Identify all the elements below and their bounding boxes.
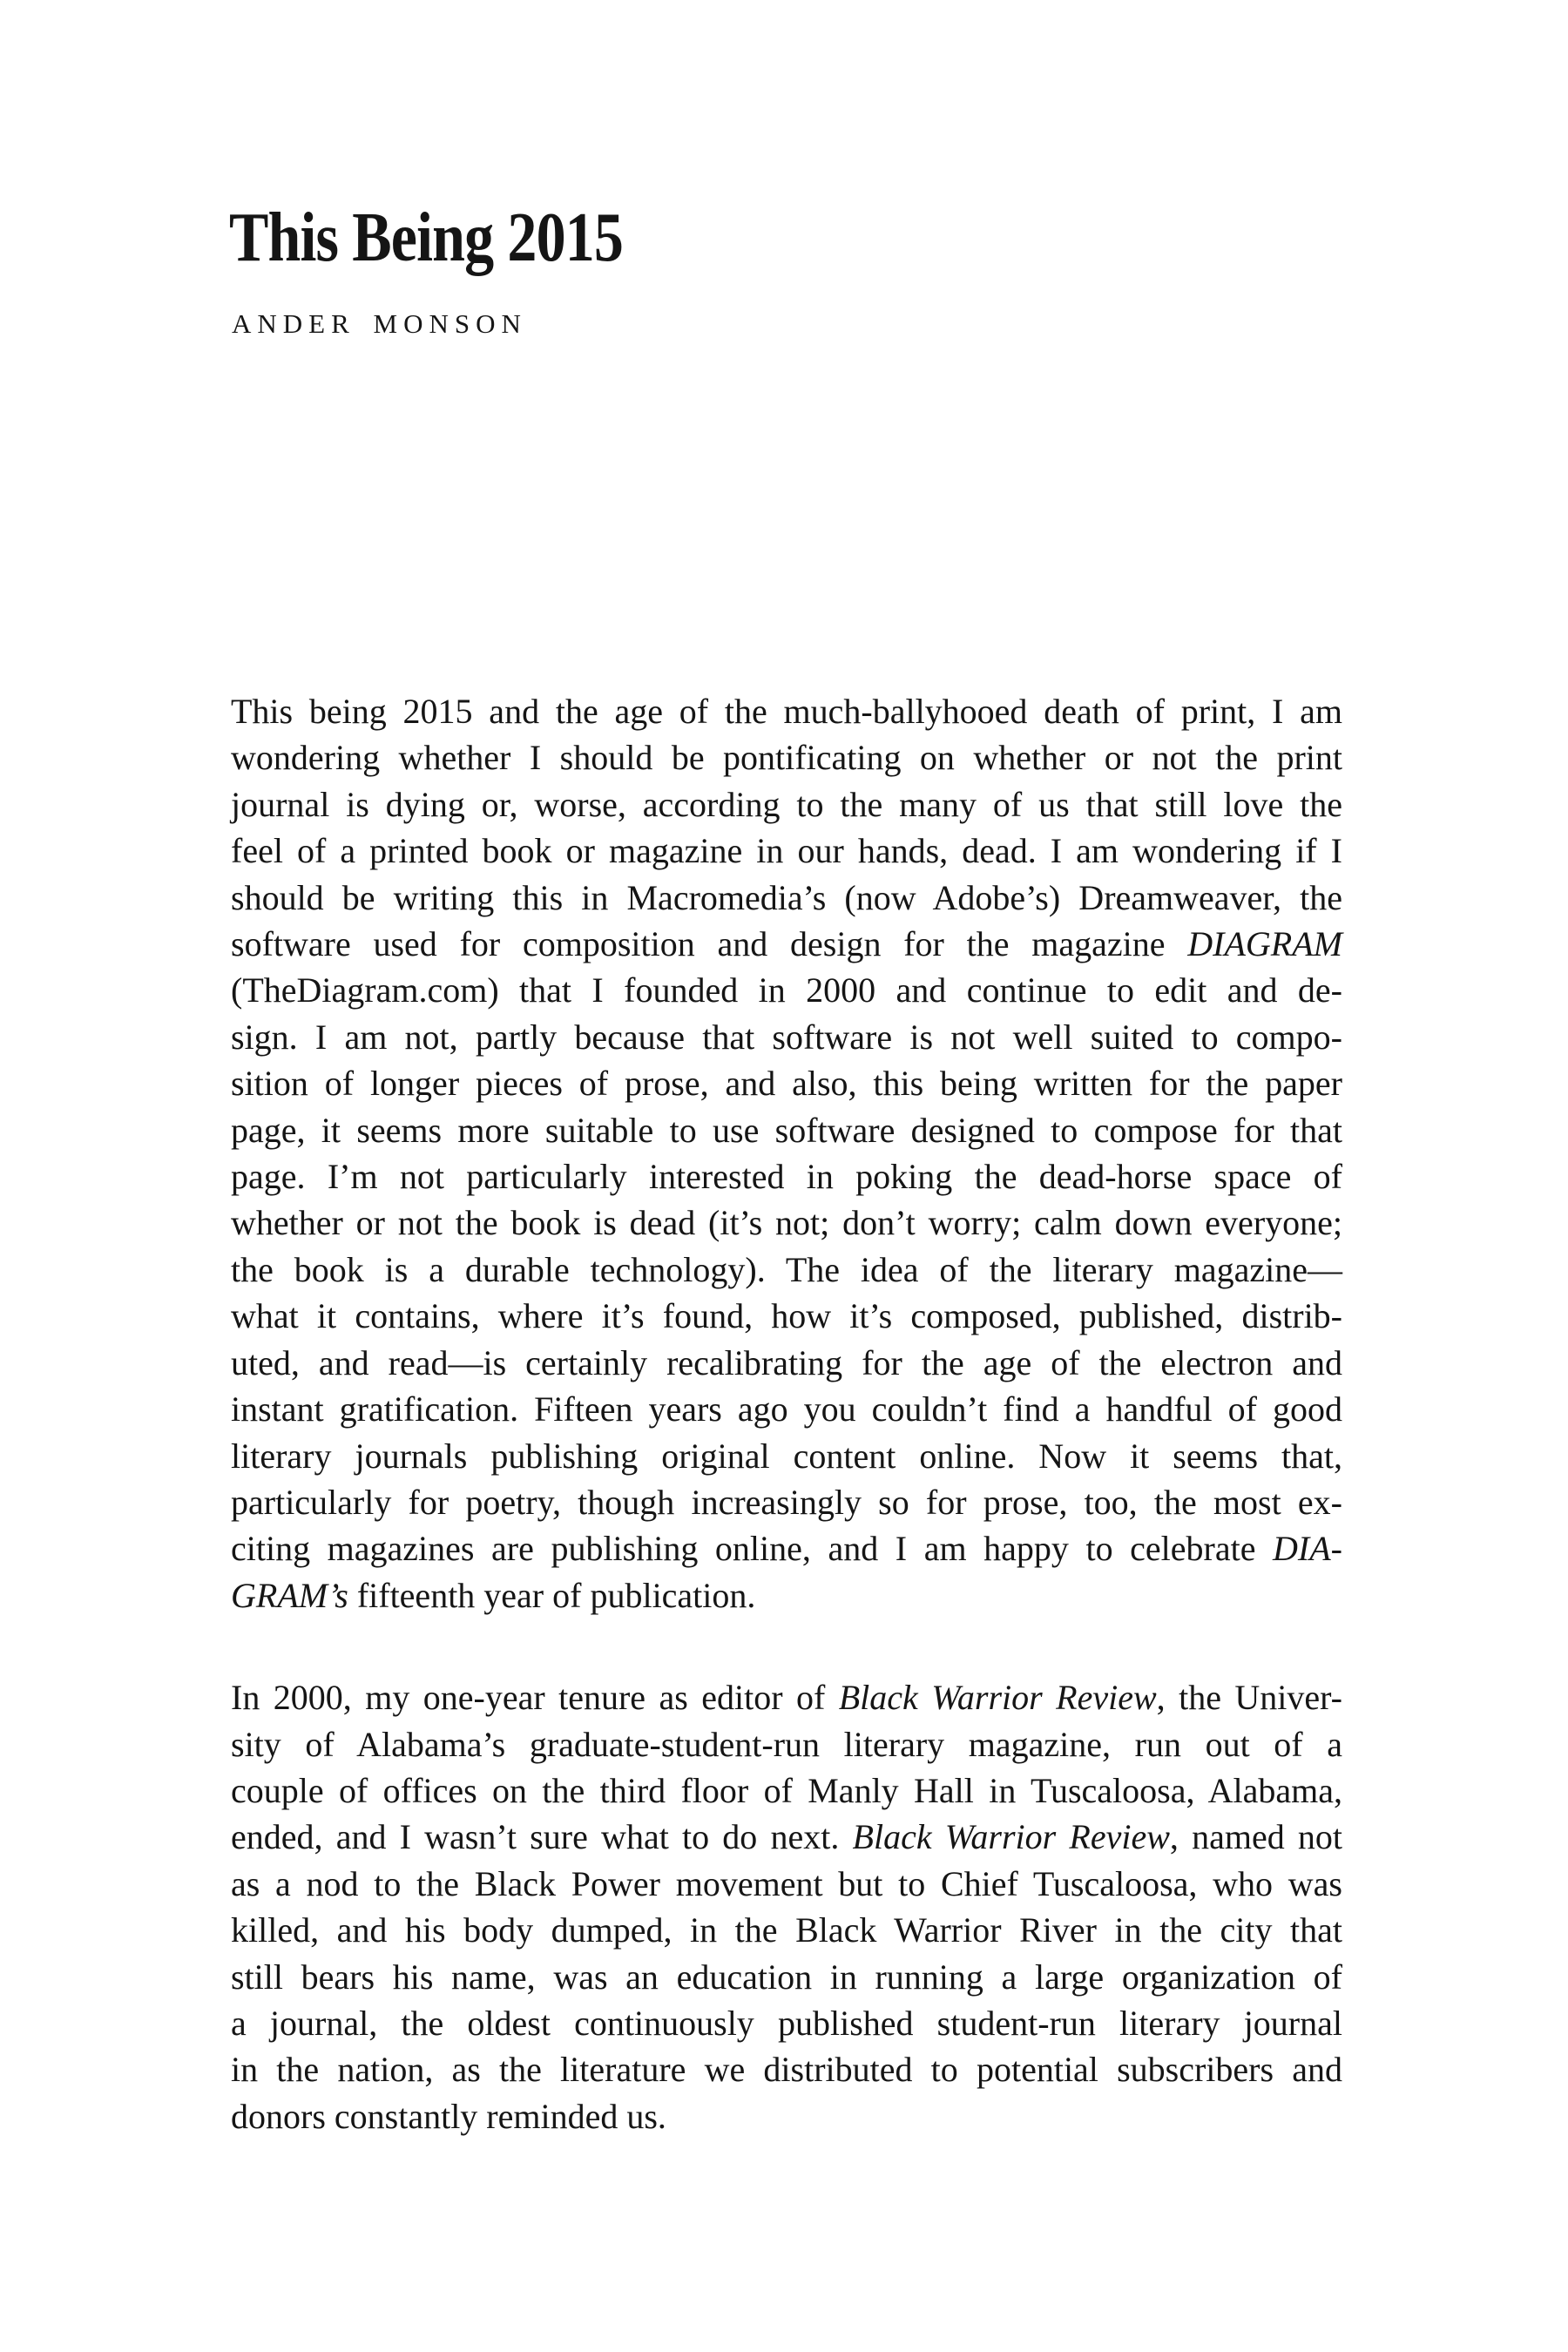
text-line: [231, 1525, 1342, 1571]
text-line: [231, 1572, 1342, 1619]
text-line: [231, 781, 1342, 828]
body-text: journal is dying or, worse, according to the many of us that still love the: [231, 784, 1342, 824]
text-line: [231, 875, 1342, 921]
text-line: [231, 1293, 1342, 1339]
body-text: page. I’m not particularly interested in poking the dead-horse space of: [231, 1157, 1342, 1197]
italic-text: DIAGRAM: [1187, 924, 1342, 964]
text-line: [231, 1433, 1342, 1479]
body-text: fifteenth year of publication.: [348, 1575, 756, 1615]
body-text: the book is a durable technology). The idea of the literary magazine—: [231, 1249, 1342, 1289]
text-line: [231, 1479, 1342, 1525]
page-title: This Being 2015: [229, 199, 624, 276]
body-text: page, it seems more suitable to use software designed to compose for that: [231, 1110, 1342, 1150]
text-line: [231, 1340, 1342, 1386]
article-body: [231, 688, 1342, 2139]
italic-text: Black Warrior Review: [852, 1817, 1170, 1857]
body-text: ended, and I wasn’t sure what to do next.: [231, 1817, 853, 1857]
text-line: [231, 734, 1342, 781]
body-text: particularly for poetry, though increasingly so for prose, too, the most ex-: [231, 1482, 1342, 1522]
text-line: [231, 1153, 1342, 1200]
body-text: donors constantly reminded us.: [231, 2096, 666, 2136]
body-text: literary journals publishing original content online. Now it seems that,: [231, 1436, 1342, 1476]
text-line: [231, 1674, 1342, 1720]
body-text: (TheDiagram.com) that I founded in 2000 and continue to edit and de-: [231, 970, 1342, 1010]
body-text: sity of Alabama’s graduate-student-run literary magazine, run out of a: [231, 1724, 1342, 1764]
text-line: [231, 2093, 1342, 2139]
text-line: [231, 1014, 1342, 1060]
italic-text: Black Warrior Review: [838, 1678, 1157, 1718]
body-text: in the nation, as the literature we distributed to potential subscribers and: [231, 2050, 1342, 2090]
paragraph: [231, 688, 1342, 1619]
author-byline: ANDER MONSON: [232, 308, 527, 339]
text-line: [231, 688, 1342, 734]
text-line: [231, 1107, 1342, 1153]
body-text: wondering whether I should be pontificating on whether or not the print: [231, 738, 1342, 778]
body-text: sign. I am not, partly because that software is not well suited to compo-: [231, 1017, 1342, 1057]
text-line: [231, 1721, 1342, 1767]
text-line: [231, 1060, 1342, 1106]
body-text: killed, and his body dumped, in the Black Warrior River in the city that: [231, 1910, 1342, 1950]
body-text: This being 2015 and the age of the much-ballyhooed death of print, I am: [231, 692, 1342, 731]
body-text: should be writing this in Macromedia’s (now Adobe’s) Dreamweaver, the: [231, 877, 1342, 917]
body-text: In 2000, my one-year tenure as editor of: [231, 1678, 839, 1718]
text-line: [231, 1814, 1342, 1860]
text-line: [231, 1386, 1342, 1432]
text-line: [231, 1954, 1342, 2000]
body-text: whether or not the book is dead (it’s not; don’t worry; calm down everyone;: [231, 1203, 1342, 1243]
text-line: [231, 921, 1342, 967]
body-text: citing magazines are publishing online, and I am happy to celebrate: [231, 1529, 1274, 1569]
text-line: [231, 1247, 1342, 1293]
text-line: [231, 2000, 1342, 2046]
text-line: [231, 1861, 1342, 1907]
body-text: what it contains, where it’s found, how it’s composed, published, distrib-: [231, 1296, 1342, 1336]
body-text: uted, and read—is certainly recalibrating for the age of the electron and: [231, 1342, 1342, 1382]
text-line: [231, 828, 1342, 874]
italic-text: GRAM’s: [231, 1575, 348, 1615]
italic-text: DIA-: [1273, 1529, 1342, 1569]
text-line: [231, 967, 1342, 1013]
text-line: [231, 2046, 1342, 2092]
body-text: software used for composition and design for the magazine: [231, 924, 1188, 964]
body-text: , the Univer-: [1156, 1678, 1342, 1718]
body-text: instant gratification. Fifteen years ago you couldn’t find a handful of good: [231, 1389, 1342, 1429]
paragraph: [231, 1674, 1342, 2139]
body-text: still bears his name, was an education in running a large organization of: [231, 1957, 1342, 1997]
body-text: , named not: [1169, 1817, 1343, 1857]
body-text: as a nod to the Black Power movement but to Chief Tuscaloosa, who was: [231, 1863, 1342, 1903]
body-text: a journal, the oldest continuously published student-run literary journal: [231, 2003, 1342, 2043]
text-line: [231, 1200, 1342, 1246]
body-text: couple of offices on the third floor of Manly Hall in Tuscaloosa, Alabama,: [231, 1770, 1342, 1810]
body-text: sition of longer pieces of prose, and also, this being written for the paper: [231, 1064, 1342, 1104]
text-line: [231, 1767, 1342, 1814]
body-text: feel of a printed book or magazine in our hands, dead. I am wondering if I: [231, 831, 1342, 871]
text-line: [231, 1907, 1342, 1953]
